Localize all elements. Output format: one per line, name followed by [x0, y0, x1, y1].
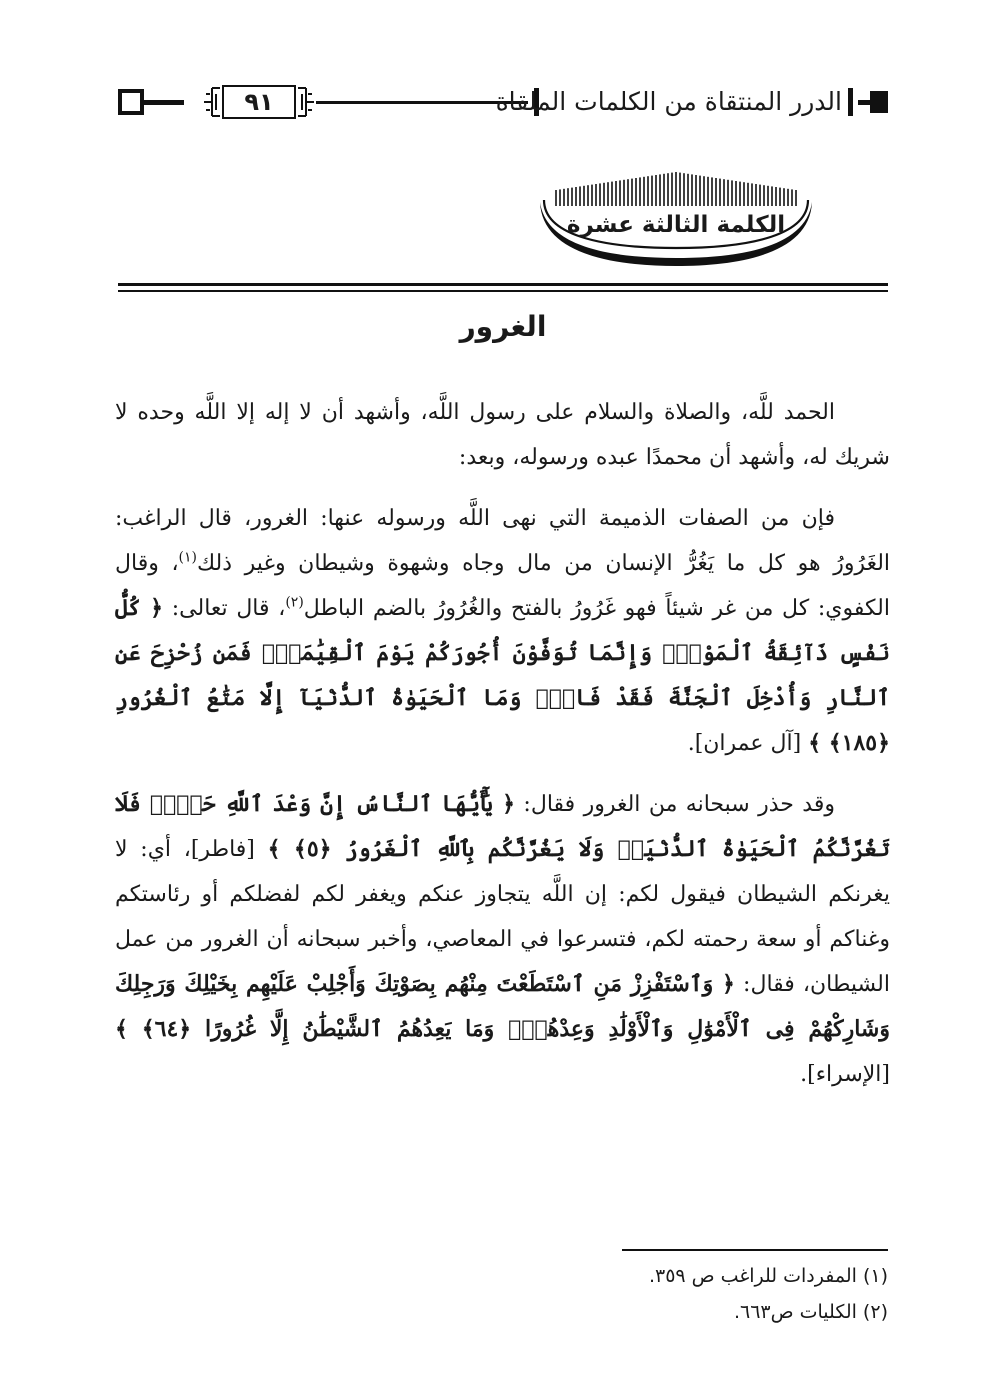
- title-rule-thin: [118, 290, 888, 292]
- book-title: الدرر المنتقاة من الكلمات الملقاة: [495, 87, 842, 116]
- header-ornament-square-right: [870, 91, 888, 113]
- text-run: ، وقال الكفوي: كل من غر شيئاً فهو غَرُورُ بالفتح والغُرُورُ بالضم الباطل: [115, 551, 890, 621]
- header-ornament-square-left: [118, 89, 144, 115]
- text-run: وقد حذر سبحانه من الغرور فقال:: [515, 792, 835, 817]
- body-text: [115, 390, 890, 1097]
- text-run: [الإسراء].: [800, 1062, 890, 1087]
- chapter-title: الغرور: [459, 310, 547, 343]
- paragraph: [115, 390, 890, 480]
- paragraph: [115, 496, 890, 766]
- title-rule-thick: [118, 283, 888, 286]
- footnote: (٢) الكليات ص٦٦٣.: [733, 1301, 888, 1323]
- footnote: (١) المفردات للراغب ص ٣٥٩.: [648, 1265, 888, 1287]
- text-run: فإن من الصفات الذميمة التي نهى اللَّه ورسوله عنها: الغرور، قال الراغب: الغَرُورُ هو كل ما يَغُرُّ الإنسان من مال وجاه وشهوة وشيطان وغير ذلك: [115, 506, 891, 576]
- header-bar-divider-right: [848, 88, 853, 116]
- paragraph: [115, 782, 890, 1097]
- header-rule-left: [144, 100, 184, 105]
- page-number-box: [202, 80, 316, 124]
- running-header: [118, 78, 888, 130]
- text-run: [فاطر]، أي: لا يغرنكم الشيطان فيقول لكم: إن اللَّه يتجاوز عنكم ويغفر لكم لفضلكم أو رئاستكم وغناكم أو سعة رحمته لكم، فتسرعوا في المعاصي، وأخبر سبحانه أن الغرور من عمل الشيطان، فقال:: [115, 837, 890, 997]
- chapter-badge: [538, 160, 814, 270]
- text-run: [آل عمران].: [687, 731, 809, 756]
- chapter-label: الكلمة الثالثة عشرة: [566, 212, 786, 238]
- footnote-separator: [622, 1249, 888, 1251]
- page-number: ٩١: [222, 85, 296, 119]
- quran-verse: ﴿ كُلُّ نَفْسٍ ذَآئِقَةُ ٱلْمَوْتِۗ وَإِنَّمَا تُوَفَّوْنَ أُجُورَكُمْ يَوْمَ ٱلْقِيَٰمَةِۖ فَمَن زُحْزِحَ عَنِ ٱلنَّارِ وَأُدْخِلَ ٱلْجَنَّةَ فَقَدْ فَازَۗ وَمَا ٱلْحَيَوٰةُ ٱلدُّنْيَآ إِلَّا مَتَٰعُ ٱلْغُرُورِ ﴿١٨٥﴾ ﴾: [115, 595, 890, 756]
- quran-verse: ﴿ وَٱسْتَفْزِزْ مَنِ ٱسْتَطَعْتَ مِنْهُم بِصَوْتِكَ وَأَجْلِبْ عَلَيْهِم بِخَيْلِكَ وَرَجِلِكَ وَشَارِكْهُمْ فِى ٱلْأَمْوَٰلِ وَٱلْأَوْلَٰدِ وَعِدْهُمْۚ وَمَا يَعِدُهُمُ ٱلشَّيْطَٰنُ إِلَّا غُرُورًا ﴿٦٤﴾ ﴾: [115, 971, 890, 1042]
- footnote-ref: (٢): [285, 594, 304, 611]
- footnote-ref: (١): [178, 549, 198, 566]
- quran-verse: ﴿ يَٰٓأَيُّهَا ٱلنَّاسُ إِنَّ وَعْدَ ٱللَّهِ حَقٌّۖ فَلَا تَغُرَّنَّكُمُ ٱلْحَيَوٰةُ ٱلدُّنْيَاۖ وَلَا يَغُرَّنَّكُم بِٱللَّهِ ٱلْغَرُورُ ﴿٥﴾ ﴾: [115, 791, 890, 862]
- text-run: الحمد للَّه، والصلاة والسلام على رسول اللَّه، وأشهد أن لا إله إلا اللَّه وحده لا شريك له، وأشهد أن محمدًا عبده ورسوله، وبعد:: [115, 400, 890, 470]
- footnotes: [560, 1258, 888, 1330]
- text-run: ، قال تعالى:: [163, 596, 286, 621]
